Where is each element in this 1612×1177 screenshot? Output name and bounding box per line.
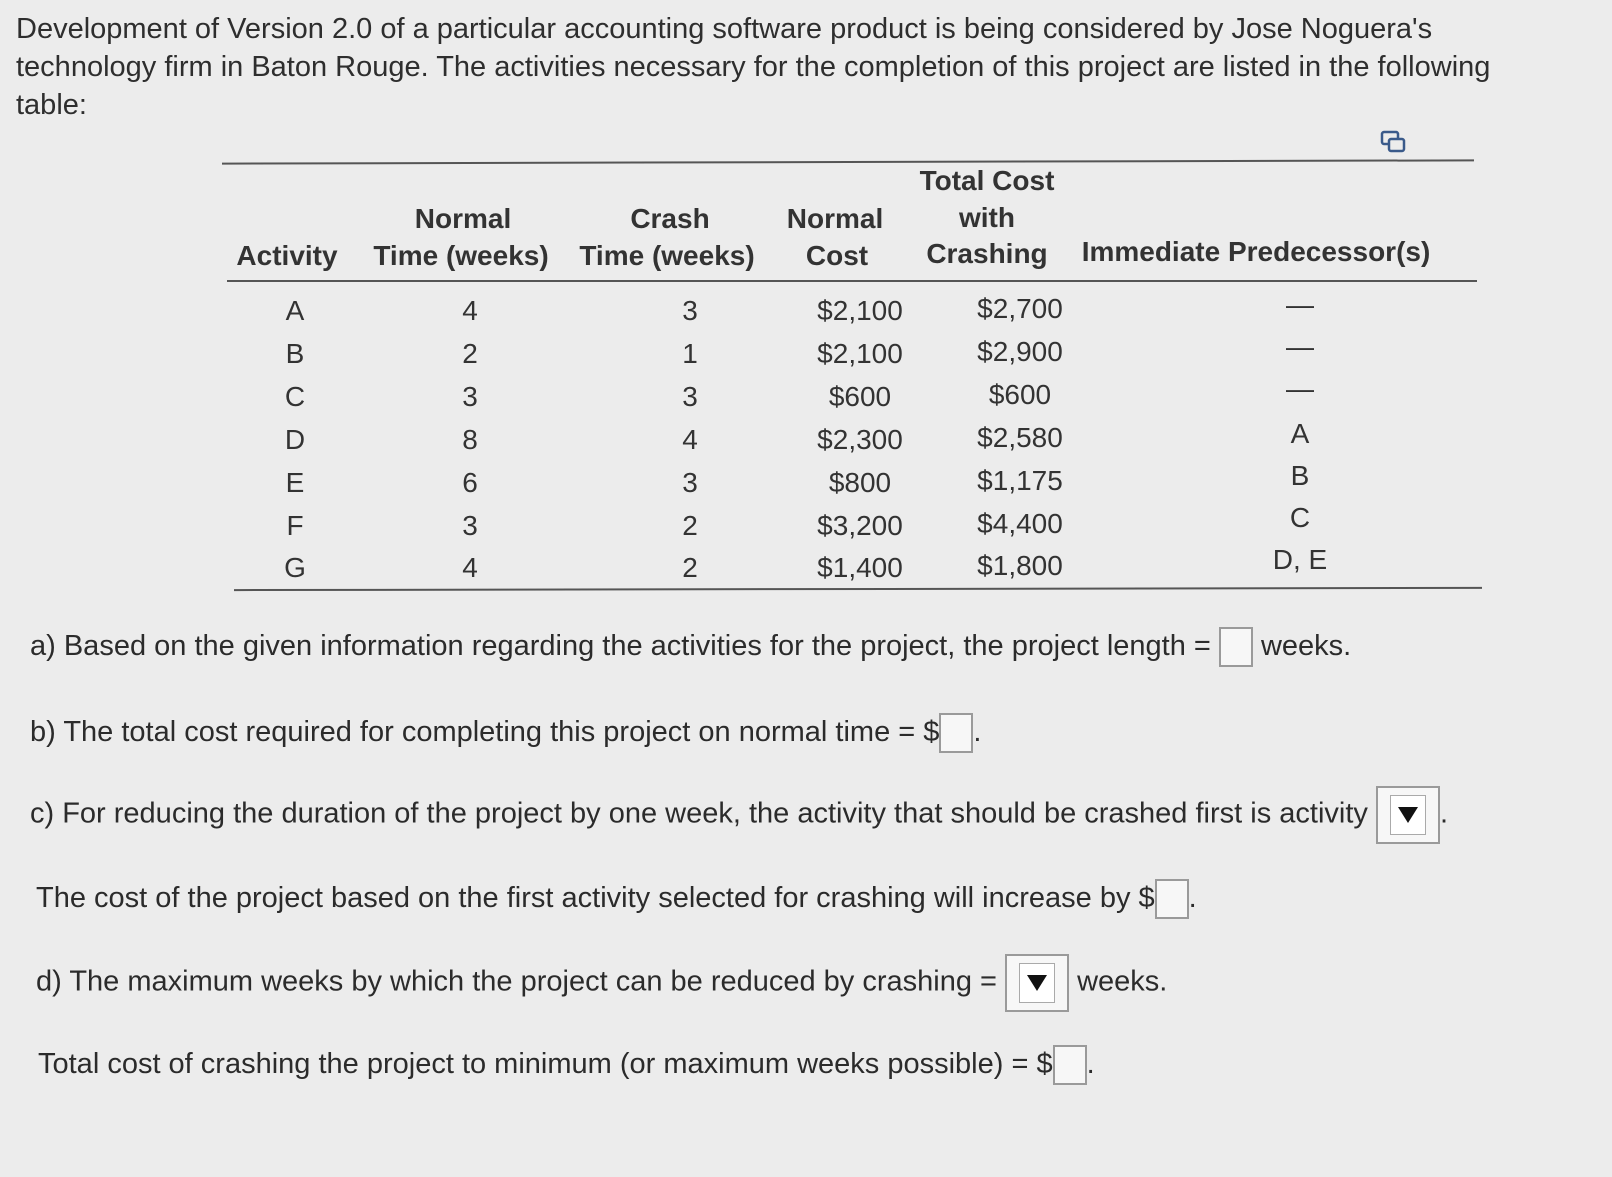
cell-activity: D — [284, 424, 306, 455]
cell-predecessor: — — [1286, 289, 1314, 320]
header-normal-cost-2: Cost — [805, 240, 869, 271]
table-header-rule — [227, 280, 1477, 282]
cell-normal-time: 6 — [462, 467, 478, 498]
question-b-end: . — [973, 716, 982, 748]
cell-crash-cost: $1,175 — [977, 465, 1063, 496]
header-activity: Activity — [236, 240, 338, 271]
project-length-input[interactable] — [1219, 627, 1253, 667]
cell-normal-time: 4 — [462, 295, 478, 326]
header-crash-time-1: Crash — [630, 203, 710, 234]
cell-normal-time: 2 — [462, 338, 478, 369]
header-total-cost-1: Total Cost — [919, 165, 1055, 196]
problem-intro: Development of Version 2.0 of a particular accounting software product is being considered by Jose Noguera's technology firm in Baton Rouge. The activities necessary for the completion of this project are listed in the following table: — [16, 13, 1491, 121]
cell-activity: A — [285, 295, 305, 326]
cell-crash-time: 1 — [682, 338, 698, 369]
cell-normal-time: 4 — [462, 552, 478, 583]
question-d2-end: . — [1086, 1048, 1095, 1080]
dropdown-arrow-icon — [1027, 975, 1047, 991]
question-d — [36, 954, 1167, 1012]
cell-crash-cost: $2,700 — [977, 293, 1063, 324]
header-total-cost-3: Crashing — [926, 238, 1048, 269]
question-a-unit: weeks. — [1260, 630, 1352, 662]
header-normal-time-1: Normal — [414, 203, 512, 234]
question-c2-end: . — [1188, 882, 1197, 914]
question-d-text: d) The maximum weeks by which the project can be reduced by crashing = — [36, 965, 997, 998]
cell-predecessor: B — [1290, 460, 1310, 491]
normal-total-cost-input[interactable] — [939, 713, 973, 753]
total-crash-cost-input[interactable] — [1053, 1045, 1087, 1085]
cell-normal-cost: $2,100 — [817, 295, 903, 326]
question-d-unit: weeks. — [1077, 965, 1168, 998]
cell-predecessor: A — [1290, 418, 1310, 449]
cell-predecessor: C — [1289, 502, 1311, 533]
cell-predecessor: — — [1286, 373, 1314, 404]
question-c-end: . — [1439, 797, 1449, 830]
cell-normal-time: 3 — [462, 510, 478, 541]
question-a-text: a) Based on the given information regarding the activities for the project, the project length = — [30, 630, 1211, 662]
cell-activity: B — [285, 338, 305, 369]
cell-normal-cost: $3,200 — [817, 510, 903, 541]
question-b — [30, 712, 981, 753]
question-c-text: c) For reducing the duration of the project by one week, the activity that should be crashed first is activity — [30, 797, 1368, 830]
cell-crash-time: 4 — [682, 424, 698, 455]
cell-activity: G — [284, 552, 306, 583]
cell-activity: C — [284, 381, 306, 412]
question-a — [30, 626, 1351, 667]
cell-normal-time: 3 — [462, 381, 478, 412]
cell-crash-cost: $4,400 — [977, 508, 1063, 539]
table-top-rule — [222, 159, 1474, 164]
cell-normal-cost: $2,300 — [817, 424, 903, 455]
cell-predecessor: — — [1286, 331, 1314, 362]
cell-crash-time: 3 — [682, 467, 698, 498]
header-normal-time-2: Time (weeks) — [373, 240, 549, 271]
header-immediate-predecessors: Immediate Predecessor(s) — [1081, 236, 1431, 267]
cell-crash-time: 3 — [682, 295, 698, 326]
header-total-cost-2: with — [959, 202, 1015, 233]
question-b-text: b) The total cost required for completing this project on normal time = $ — [30, 716, 940, 748]
cell-crash-cost: $2,900 — [977, 336, 1063, 367]
question-c — [30, 786, 1448, 844]
cell-normal-cost: $1,400 — [817, 552, 903, 583]
question-d2-text: Total cost of crashing the project to minimum (or maximum weeks possible) = $ — [38, 1048, 1053, 1080]
cell-normal-time: 8 — [462, 424, 478, 455]
crash-first-activity-select[interactable] — [1376, 786, 1440, 844]
dropdown-arrow-icon — [1398, 807, 1418, 823]
cell-crash-cost: $1,800 — [977, 550, 1063, 581]
cell-predecessor: D, E — [1272, 544, 1328, 575]
header-crash-time-2: Time (weeks) — [579, 240, 755, 271]
cell-normal-cost: $2,100 — [817, 338, 903, 369]
question-c2 — [36, 878, 1197, 919]
cell-activity: F — [286, 510, 304, 541]
cell-crash-cost: $2,580 — [977, 422, 1063, 453]
max-weeks-reduced-select[interactable] — [1005, 954, 1069, 1012]
crash-cost-increase-input[interactable] — [1155, 879, 1189, 919]
question-d2 — [38, 1044, 1095, 1085]
cell-crash-time: 2 — [682, 510, 698, 541]
cell-normal-cost: $600 — [828, 381, 892, 412]
cell-crash-cost: $600 — [988, 379, 1052, 410]
copy-icon[interactable] — [1380, 130, 1406, 154]
cell-normal-cost: $800 — [828, 467, 892, 498]
header-normal-cost-1: Normal — [786, 203, 884, 234]
cell-crash-time: 2 — [682, 552, 698, 583]
cell-crash-time: 3 — [682, 381, 698, 412]
question-c2-text: The cost of the project based on the first activity selected for crashing will increase by $ — [36, 882, 1155, 914]
cell-activity: E — [285, 467, 305, 498]
